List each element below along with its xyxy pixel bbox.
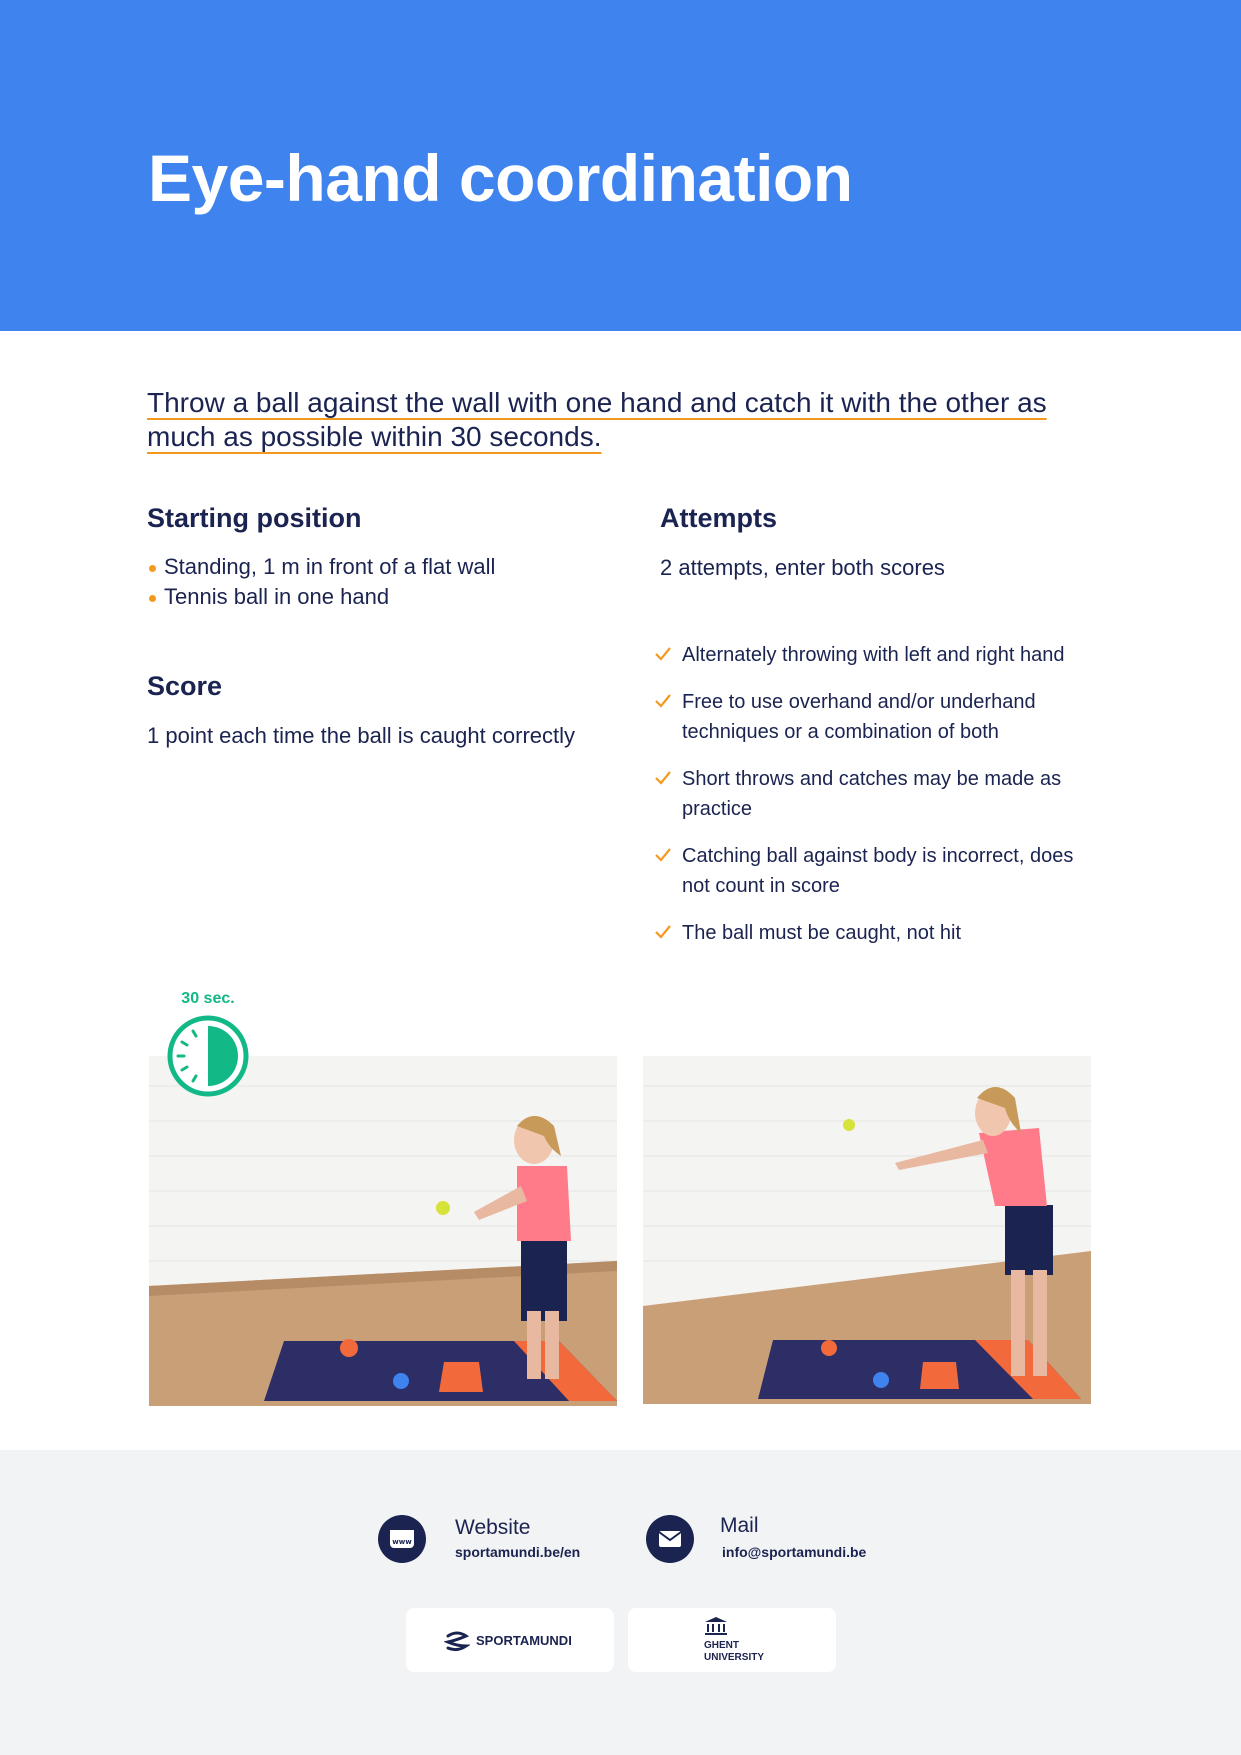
mail-link[interactable]: info@sportamundi.be (722, 1544, 867, 1560)
timer-label: 30 sec. (181, 990, 235, 1007)
score-heading: Score (147, 671, 223, 701)
check-icon (654, 847, 672, 863)
starting-position-list (147, 552, 495, 612)
intro-line-1: Throw a ball against the wall with one hand and catch it with the other as (147, 387, 1047, 418)
svg-text:www: www (392, 1538, 412, 1546)
bullet-dot (149, 595, 156, 602)
sportamundi-logo-card (406, 1608, 614, 1672)
website-label: Website (455, 1516, 531, 1539)
page-footer (0, 1450, 1241, 1755)
check-icon (654, 693, 672, 709)
starting-position-heading: Starting position (147, 503, 362, 533)
intro-text (147, 386, 1097, 454)
list-item: Free to use overhand and/or underhand techniques or a combination of both (654, 687, 1104, 747)
website-link[interactable]: sportamundi.be/en (455, 1544, 581, 1560)
timer-badge (164, 990, 252, 1100)
score-text: 1 point each time the ball is caught correctly (147, 723, 576, 748)
sportamundi-logo-text: SPORTAMUNDI (476, 1633, 572, 1648)
attempts-heading: Attempts (660, 503, 778, 533)
check-icon (654, 924, 672, 940)
page-title: Eye-hand coordination (148, 141, 853, 215)
website-icon[interactable] (378, 1515, 426, 1563)
stopwatch-icon (166, 1014, 250, 1098)
ghent-university-logo-icon (704, 1616, 728, 1636)
sportamundi-logo-icon (444, 1628, 470, 1654)
ghent-university-logo-text: GHENT UNIVERSITY (704, 1640, 765, 1663)
photo-ball-in-hand (149, 1056, 617, 1406)
intro-line-2: much as possible within 30 seconds. (147, 421, 602, 452)
page-header (0, 0, 1241, 331)
photo-ball-thrown (643, 1056, 1091, 1404)
attempts-text: 2 attempts, enter both scores (660, 555, 945, 580)
rules-list (654, 640, 1104, 965)
ghent-university-logo-card (628, 1608, 836, 1672)
mail-label: Mail (720, 1514, 759, 1537)
list-item: Standing, 1 m in front of a flat wall (147, 552, 495, 582)
bullet-dot (149, 565, 156, 572)
list-item: The ball must be caught, not hit (654, 918, 1104, 948)
check-icon (654, 770, 672, 786)
mail-icon[interactable] (646, 1515, 694, 1563)
list-item: Short throws and catches may be made as practice (654, 764, 1104, 824)
list-item: Catching ball against body is incorrect, does not count in score (654, 841, 1104, 901)
check-icon (654, 646, 672, 662)
list-item: Alternately throwing with left and right hand (654, 640, 1104, 670)
list-item: Tennis ball in one hand (147, 582, 495, 612)
